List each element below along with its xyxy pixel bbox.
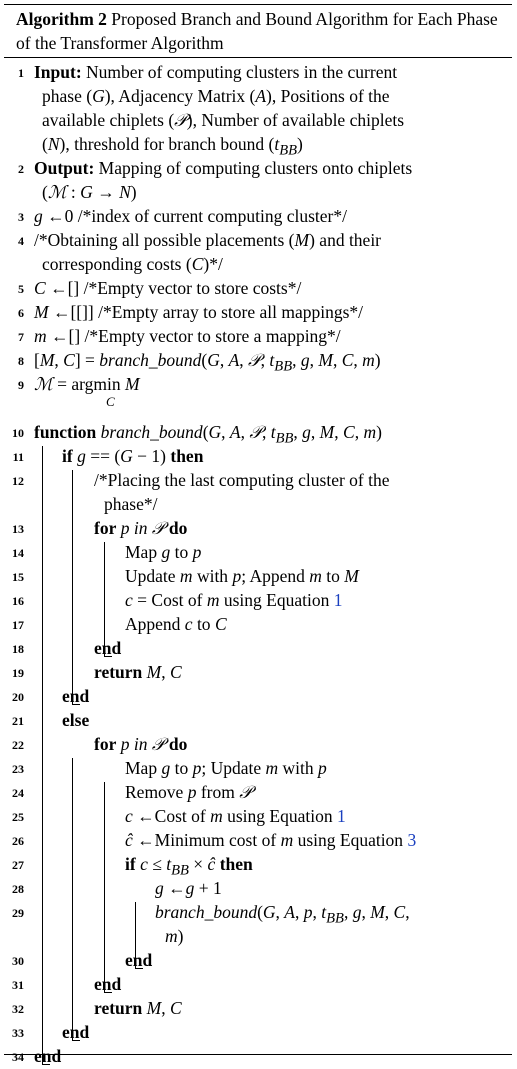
caption-label: Algorithm 2 xyxy=(16,9,107,29)
algorithm-line xyxy=(4,492,512,516)
line-text: available chiplets (𝒫), Number of available chiplets xyxy=(42,110,405,130)
algorithm-line xyxy=(4,156,512,180)
algorithm-line xyxy=(4,300,512,324)
line-text: Update m with p; Append m to M xyxy=(125,566,359,586)
algorithm-line xyxy=(4,396,512,420)
line-number: 9 xyxy=(18,378,24,392)
line-number: 31 xyxy=(12,978,24,992)
indent-guide-end xyxy=(135,968,143,969)
line-number: 30 xyxy=(12,954,24,968)
indent-guide-end xyxy=(104,992,112,993)
algorithm-line xyxy=(4,732,512,756)
line-text: /*Placing the last computing cluster of the xyxy=(94,470,390,490)
algorithm-line xyxy=(4,900,512,927)
line-number: 10 xyxy=(12,426,24,440)
algorithm-line xyxy=(4,636,512,660)
algorithm-line xyxy=(4,372,512,396)
algorithm-line xyxy=(4,420,512,447)
line-text: end xyxy=(62,1022,90,1042)
line-number: 34 xyxy=(12,1050,24,1064)
line-number: 21 xyxy=(12,714,24,728)
algorithm-line xyxy=(4,228,512,252)
line-number: 8 xyxy=(18,354,24,368)
indent-guide-end xyxy=(72,1040,80,1041)
line-text: end xyxy=(34,1046,62,1066)
line-text: for p in 𝒫 do xyxy=(94,518,188,538)
line-number: 20 xyxy=(12,690,24,704)
algorithm-line xyxy=(4,540,512,564)
algorithm-lines xyxy=(4,58,512,1068)
line-number: 4 xyxy=(18,234,24,248)
line-text: C ←[] /*Empty vector to store costs*/ xyxy=(34,278,302,298)
algorithm-line xyxy=(4,324,512,348)
algorithm-line xyxy=(4,876,512,900)
algorithm-line xyxy=(4,276,512,300)
line-text: ℳ = argmin M xyxy=(34,374,140,394)
algorithm-line xyxy=(4,468,512,492)
line-number: 12 xyxy=(12,474,24,488)
algorithm-line xyxy=(4,924,512,948)
line-text: [M, C] = branch_bound(G, A, 𝒫, $t_{BB}$, g, M, C, m) xyxy=(34,350,381,375)
algorithm-line xyxy=(4,996,512,1020)
line-text: g ←g + 1 xyxy=(155,878,222,898)
line-number: 7 xyxy=(18,330,24,344)
line-text: end xyxy=(62,686,90,706)
line-text: function branch_bound(G, A, 𝒫, $t_{BB}$, g, M, C, m) xyxy=(34,422,382,447)
line-number: 18 xyxy=(12,642,24,656)
line-text: Map g to p; Update m with p xyxy=(125,758,327,778)
caption-text: Proposed Branch and Bound Algorithm for Each Phase of the Transformer Algorithm xyxy=(16,9,498,53)
line-text: M ←[[]] /*Empty array to store all mappings*/ xyxy=(34,302,364,322)
line-number: 15 xyxy=(12,570,24,584)
line-number: 13 xyxy=(12,522,24,536)
line-number: 14 xyxy=(12,546,24,560)
algorithm-line xyxy=(4,516,512,540)
line-text: ĉ ←Minimum cost of m using Equation 3 xyxy=(125,830,417,850)
algorithm-line xyxy=(4,612,512,636)
algorithm-line xyxy=(4,564,512,588)
line-text: phase*/ xyxy=(104,494,158,514)
line-text: Output: Mapping of computing clusters onto chiplets xyxy=(34,158,413,178)
algorithm-line xyxy=(4,588,512,612)
algorithm-line xyxy=(4,660,512,684)
line-text: m ←[] /*Empty vector to store a mapping*/ xyxy=(34,326,341,346)
line-text: m) xyxy=(165,926,184,946)
line-number: 32 xyxy=(12,1002,24,1016)
algorithm-line xyxy=(4,1044,512,1068)
algorithm-line xyxy=(4,852,512,879)
algorithm-line xyxy=(4,84,512,108)
line-number: 5 xyxy=(18,282,24,296)
line-text: Append c to C xyxy=(125,614,227,634)
algorithm-line xyxy=(4,348,512,375)
algorithm-line xyxy=(4,132,512,159)
line-text: end xyxy=(94,974,122,994)
algorithm-line xyxy=(4,948,512,972)
line-text: (N), threshold for branch bound $(t_{BB})$ xyxy=(42,134,303,159)
algorithm-line xyxy=(4,780,512,804)
algorithm-line xyxy=(4,204,512,228)
algorithm-line xyxy=(4,1020,512,1044)
line-number: 25 xyxy=(12,810,24,824)
line-text: corresponding costs (C)*/ xyxy=(42,254,223,274)
indent-guide xyxy=(72,470,73,704)
line-number: 6 xyxy=(18,306,24,320)
algorithm-line xyxy=(4,252,512,276)
line-number: 24 xyxy=(12,786,24,800)
indent-guide-end xyxy=(72,704,80,705)
line-number: 23 xyxy=(12,762,24,776)
indent-guide-end xyxy=(104,656,112,657)
line-text: /*Obtaining all possible placements (M) and their xyxy=(34,230,382,250)
line-text: return M, C xyxy=(94,662,182,682)
line-text: end xyxy=(125,950,153,970)
line-text: Remove p from 𝒫 xyxy=(125,782,252,802)
algorithm-block xyxy=(4,4,512,1068)
algorithm-line xyxy=(4,60,512,84)
argmin-subscript: C xyxy=(106,394,115,409)
algorithm-line xyxy=(4,972,512,996)
line-text: for p in 𝒫 do xyxy=(94,734,188,754)
line-text: phase (G), Adjacency Matrix (A), Positions of the xyxy=(42,86,390,106)
line-number: 27 xyxy=(12,858,24,872)
algorithm-line xyxy=(4,444,512,468)
line-number: 3 xyxy=(18,210,24,224)
line-text: if g == (G − 1) then xyxy=(62,446,204,466)
indent-guide-end xyxy=(42,1064,50,1065)
line-text: end xyxy=(94,638,122,658)
line-number: 26 xyxy=(12,834,24,848)
line-number: 17 xyxy=(12,618,24,632)
line-number: 16 xyxy=(12,594,24,608)
line-text: Input: Number of computing clusters in the current xyxy=(34,62,398,82)
bottom-rule xyxy=(4,1054,512,1055)
indent-guide xyxy=(42,446,43,1064)
line-text: else xyxy=(62,710,90,730)
indent-guide xyxy=(135,902,136,968)
algorithm-line xyxy=(4,828,512,852)
algorithm-line xyxy=(4,180,512,204)
algorithm-line xyxy=(4,756,512,780)
line-number: 11 xyxy=(12,450,24,464)
line-number: 28 xyxy=(12,882,24,896)
line-number: 33 xyxy=(12,1026,24,1040)
line-number: 19 xyxy=(12,666,24,680)
line-text: (ℳ : G → N) xyxy=(42,182,137,202)
line-text: g ←0 /*index of current computing cluster*/ xyxy=(34,206,347,226)
indent-guide xyxy=(104,782,105,992)
indent-guide xyxy=(104,542,105,656)
indent-guide xyxy=(72,758,73,1040)
line-text: Map g to p xyxy=(125,542,202,562)
line-number: 29 xyxy=(12,906,24,920)
algorithm-line xyxy=(4,804,512,828)
line-text: c ←Cost of m using Equation 1 xyxy=(125,806,346,826)
line-text: branch_bound(G, A, p, $t_{BB}$, g, M, C, xyxy=(155,902,410,927)
line-number: 2 xyxy=(18,162,24,176)
line-number: 22 xyxy=(12,738,24,752)
line-text: c = Cost of m using Equation 1 xyxy=(125,590,343,610)
algorithm-caption xyxy=(4,5,512,57)
algorithm-line xyxy=(4,684,512,708)
line-text: return M, C xyxy=(94,998,182,1018)
line-number: 1 xyxy=(18,66,24,80)
algorithm-line xyxy=(4,108,512,132)
line-text: if $c \le t_{BB}$ × ĉ then xyxy=(125,854,253,879)
algorithm-line xyxy=(4,708,512,732)
